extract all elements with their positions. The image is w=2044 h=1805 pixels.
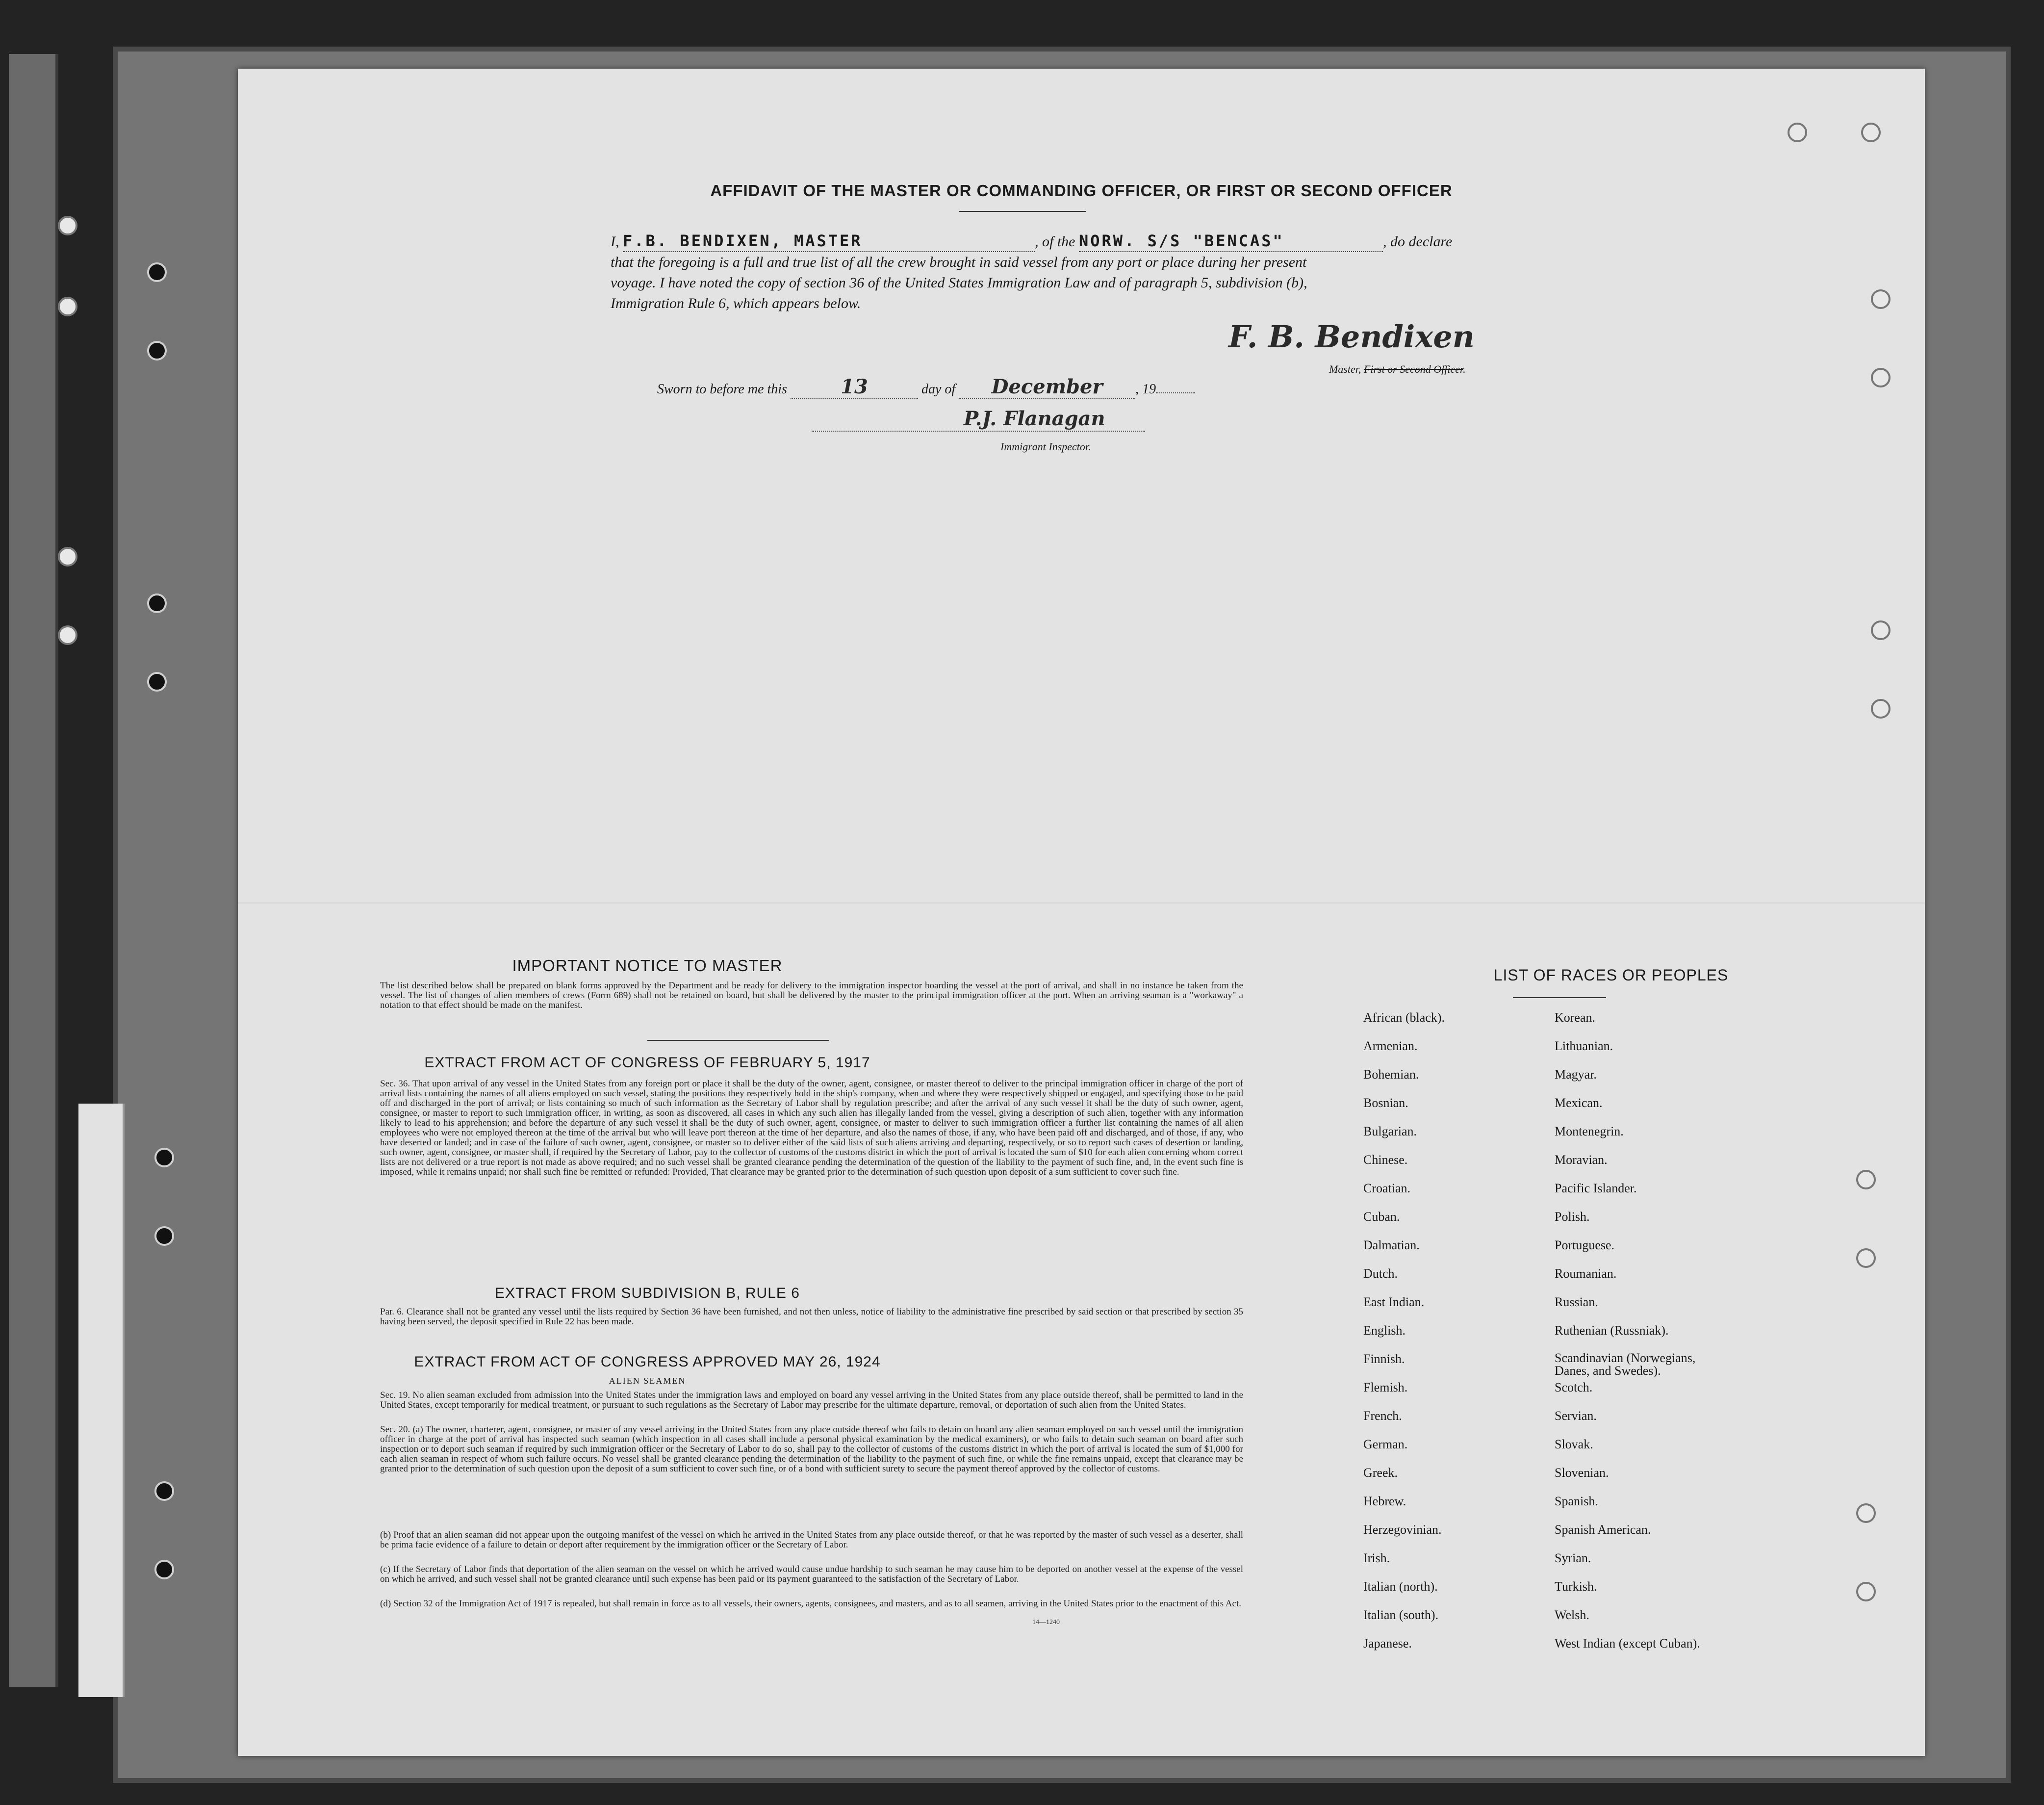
binder-strip <box>9 54 58 1687</box>
officer-name: F.B. BENDIXEN, MASTER <box>623 231 1035 252</box>
sworn-label: Sworn to before me this <box>657 382 787 397</box>
sworn-day: 13 <box>791 375 918 399</box>
binder-hole <box>58 216 77 235</box>
declaration-line-4: Immigration Rule 6, which appears below. <box>611 295 861 311</box>
declaration-line-2: that the foregoing is a full and true list of all the crew brought in said vessel from any port or place during her present <box>611 254 1307 270</box>
binder-hole <box>154 1148 174 1167</box>
race-item: Finnish. <box>1363 1352 1405 1366</box>
race-item: Portuguese. <box>1555 1238 1615 1252</box>
race-item: Bohemian. <box>1363 1067 1419 1082</box>
master-label: Master, <box>1329 363 1361 375</box>
sworn-line <box>657 375 1195 399</box>
extract-1924-heading: EXTRACT FROM ACT OF CONGRESS APPROVED MAY 26, 1924 <box>414 1354 881 1370</box>
race-item: Magyar. <box>1555 1067 1597 1082</box>
race-item: Polish. <box>1555 1210 1590 1224</box>
races-rule <box>1513 997 1606 998</box>
race-item: Croatian. <box>1363 1181 1411 1195</box>
period: . <box>1463 363 1466 375</box>
race-item: Ruthenian (Russniak). <box>1555 1323 1669 1338</box>
race-item: Italian (north). <box>1363 1579 1438 1594</box>
race-item: French. <box>1363 1409 1402 1423</box>
race-item: Scotch. <box>1555 1380 1593 1394</box>
race-item: Dalmatian. <box>1363 1238 1420 1252</box>
race-item: Flemish. <box>1363 1380 1408 1394</box>
extract-1924-sec20b: (b) Proof that an alien seaman did not appear upon the outgoing manifest of the vessel on which he arrived in the United States from any place outside thereof, or that he was reported by the master of such vessel as a deserter, shall be prima facie evidence of a failure to detain or deport after requirement by the immigration officer or the Secretary of Labor. <box>380 1530 1243 1550</box>
notice-heading: IMPORTANT NOTICE TO MASTER <box>512 956 783 975</box>
inspector-label: Immigrant Inspector. <box>1000 440 1091 453</box>
of-the-label: , of the <box>1035 233 1075 250</box>
race-item: Montenegrin. <box>1555 1124 1624 1138</box>
paper-hole <box>1871 368 1891 387</box>
inspector-signature: P.J. Flanagan <box>964 407 1105 430</box>
race-item: Spanish. <box>1555 1494 1598 1508</box>
race-item: Syrian. <box>1555 1551 1591 1565</box>
extract-1924-sec19: Sec. 19. No alien seaman excluded from admission into the United States under the immigration laws and employed on board any vessel arriving in the United States from any place outside thereof, shall be permitted to land in the United States, except temporarily for medical treatment, or pursuant to such regulations as the Secretary of Labor may prescribe for the ultimate departure, removal, or deportation of such alien from the United States. <box>380 1390 1243 1410</box>
binder-hole <box>58 625 77 645</box>
race-item: Dutch. <box>1363 1266 1398 1281</box>
race-item: Hebrew. <box>1363 1494 1406 1508</box>
binder-hole <box>147 262 167 282</box>
binder-hole <box>147 593 167 613</box>
form-code: 14—1240 <box>1032 1619 1060 1626</box>
race-item: German. <box>1363 1437 1408 1451</box>
year-prefix: , 19 <box>1135 382 1156 397</box>
extract-1917-body: Sec. 36. That upon arrival of any vessel in the United States from any foreign port or place it shall be the duty of the owner, agent, consignee, or master thereof to deliver to the principal immigration officer in charge of the port of arrival lists containing the names of all aliens employed on such vessel, stating the positions they respectively hold in the ship's company, when and where they were respectively shipped or engaged, and specifying those to be paid off and discharged in the port of arrival; or lists containing so much of such information as the Secretary of Labor shall by regulation prescribe; and after the arrival of any such vessel it shall be the duty of such owner, agent, consignee, or master to report to such immigration officer, in writing, as soon as discovered, all cases in which any such alien has illegally landed from the vessel, giving a description of such alien, together with any information likely to lead to his apprehension; and before the departure of any such vessel it shall be the duty of such owner, agent, consignee, or master to deliver to such immigration officer a further list containing the names of all alien employees who were not employed thereon at the time of the arrival but who will leave port thereon at the time of her departure, and also the names of those, if any, who have been paid off and discharged, and of those, if any, who have deserted or landed; and in case of the failure of such owner, agent, consignee, or master so to deliver either of the said lists of such aliens arriving and departing, respectively, or so to report such cases of desertion or landing, such owner, agent, consignee, or master shall, if required by the Secretary of Labor, pay to the collector of customs of the customs district in which the port of arrival is located the sum of $10 for each alien concerning whom correct lists are not delivered or a true report is not made as above required; and no such vessel shall be granted clearance pending the determination of the question of the liability to the payment of such fine, and, in the event such fine is imposed, while it remains unpaid; nor shall such fine be remitted or refunded: Provided, That clearance may be granted prior to the determination of such question upon deposit of a sum sufficient to cover such fine. <box>380 1079 1243 1177</box>
paper-hole <box>1856 1582 1876 1601</box>
race-item: Mexican. <box>1555 1096 1603 1110</box>
inspector-blank <box>812 431 1145 432</box>
race-item: Slovak. <box>1555 1437 1593 1451</box>
notice-rule <box>647 1040 829 1041</box>
races-left-column <box>1363 1010 1445 1665</box>
paper-hole <box>1871 289 1891 309</box>
master-title-line <box>1329 363 1466 376</box>
race-item: Chinese. <box>1363 1153 1408 1167</box>
extract-1924-sec20c: (c) If the Secretary of Labor finds that deportation of the alien seaman on the vessel on which he arrived would cause undue hardship to such seaman he may cause him to be deported on another vessel at the expense of the vessel on which he arrived, and such vessel shall not be granted clearance until such expense has been paid or its payment guaranteed to the satisfaction of the Secretary of Labor. <box>380 1564 1243 1584</box>
race-item: Spanish American. <box>1555 1522 1651 1537</box>
heading-rule <box>959 211 1086 212</box>
race-item: Pacific Islander. <box>1555 1181 1637 1195</box>
race-item: Italian (south). <box>1363 1608 1439 1622</box>
struck-officer-label: First or Second Officer <box>1363 363 1463 375</box>
race-item: English. <box>1363 1323 1405 1338</box>
binder-hole <box>147 672 167 692</box>
races-heading: LIST OF RACES OR PEOPLES <box>1493 966 1729 984</box>
race-item: Scandinavian (Norwegians, Danes, and Swedes). <box>1555 1351 1696 1378</box>
race-item: Lithuanian. <box>1555 1039 1613 1053</box>
race-item: Moravian. <box>1555 1153 1608 1167</box>
affidavit-heading: AFFIDAVIT OF THE MASTER OR COMMANDING OFFICER, OR FIRST OR SECOND OFFICER <box>710 181 1453 200</box>
alien-seamen-subheading: ALIEN SEAMEN <box>609 1376 686 1386</box>
binder-hole <box>154 1226 174 1246</box>
binder-hole <box>154 1560 174 1579</box>
paper-hole <box>1871 699 1891 719</box>
race-item: Korean. <box>1555 1010 1596 1025</box>
vessel-name: NORW. S/S "BENCAS" <box>1079 231 1383 252</box>
race-item: West Indian (except Cuban). <box>1555 1636 1700 1650</box>
race-item: Russian. <box>1555 1295 1598 1309</box>
paper-hole <box>1871 620 1891 640</box>
extract-rule6-heading: EXTRACT FROM SUBDIVISION B, RULE 6 <box>495 1285 800 1301</box>
binder-hole <box>154 1481 174 1501</box>
race-item: Turkish. <box>1555 1579 1597 1594</box>
race-item: Slovenian. <box>1555 1466 1609 1480</box>
extract-rule6-body: Par. 6. Clearance shall not be granted any vessel until the lists required by Section 36 have been furnished, and not then unless, notice of liability to the administrative fine prescribed by said section or that prescribed by section 35 having been served, the deposit specified in Rule 22 has been made. <box>380 1307 1243 1327</box>
paper-hole <box>1856 1248 1876 1268</box>
paper-hole <box>1788 123 1807 142</box>
page-fold <box>238 902 1925 903</box>
declaration-text <box>611 231 1817 314</box>
race-item: Bulgarian. <box>1363 1124 1417 1138</box>
race-item: Bosnian. <box>1363 1096 1408 1110</box>
race-item: Armenian. <box>1363 1039 1418 1053</box>
document-page <box>238 69 1925 1756</box>
do-declare-label: , do declare <box>1383 233 1453 250</box>
declaration-line-3: voyage. I have noted the copy of section 36 of the United States Immigration Law and of paragraph 5, subdivision (b), <box>611 275 1307 291</box>
race-item: Irish. <box>1363 1551 1390 1565</box>
race-item: Roumanian. <box>1555 1266 1617 1281</box>
binder-hole <box>147 341 167 361</box>
binder-hole <box>58 297 77 316</box>
day-of-label: day of <box>921 382 956 397</box>
race-item: Japanese. <box>1363 1636 1412 1650</box>
races-right-column <box>1555 1010 1731 1665</box>
race-item: Greek. <box>1363 1466 1398 1480</box>
race-item: Welsh. <box>1555 1608 1589 1622</box>
sworn-month: December <box>959 375 1135 399</box>
master-signature: F. B. Bendixen <box>1228 319 1475 355</box>
year-blank <box>1156 392 1195 393</box>
race-item: Cuban. <box>1363 1210 1400 1224</box>
notice-body: The list described below shall be prepared on blank forms approved by the Department and be ready for delivery to the immigration inspector boarding the vessel at the port of arrival, and shall in no instance be taken from the vessel. The list of changes of alien members of crews (Form 689) shall not be retained on board, but shall be delivered by the master to the principal immigration officer at the port. When an arriving seaman is a "workaway" a notation to that effect should be made on the manifest. <box>380 980 1243 1010</box>
binder-hole <box>58 547 77 567</box>
race-item: East Indian. <box>1363 1295 1425 1309</box>
extract-1917-heading: EXTRACT FROM ACT OF CONGRESS OF FEBRUARY 5, 1917 <box>424 1055 870 1071</box>
extract-1924-sec20a: Sec. 20. (a) The owner, charterer, agent, consignee, or master of any vessel arriving in the United States from any place outside thereof who fails to detain on board any alien seaman employed on such vessel until the immigration officer in charge at the port of arrival has inspected such seaman (which inspection in all cases shall include a personal physical examination by the medical examiners), or who fails to detain such seaman on board after such inspection or to deport such seaman if required by such immigration officer or the Secretary of Labor to do so, shall pay to the collector of customs of the customs district in which the port of arrival is located the sum of $1,000 for each alien seaman in respect of whom such failure occurs. No vessel shall be granted clearance pending the determination of the liability to the payment of such fine, or while the fine remains unpaid, except that clearance may be granted prior to the determination of such question upon the deposit of a sum sufficient to cover such fine, or of a bond with sufficient surety to secure the payment thereof approved by the collector of customs. <box>380 1424 1243 1474</box>
race-item: Servian. <box>1555 1409 1597 1423</box>
race-item: African (black). <box>1363 1010 1445 1025</box>
paper-hole <box>1856 1503 1876 1523</box>
race-item: Herzegovinian. <box>1363 1522 1442 1537</box>
paper-hole <box>1856 1170 1876 1189</box>
underlying-sheet-edge <box>78 1104 125 1697</box>
extract-1924-sec20d: (d) Section 32 of the Immigration Act of 1917 is repealed, but shall remain in force as to all vessels, their owners, agents, consignees, and masters, and as to all seamen, arriving in the United States prior to the enactment of this Act. <box>380 1599 1241 1609</box>
paper-hole <box>1861 123 1881 142</box>
i-label: I, <box>611 233 619 250</box>
